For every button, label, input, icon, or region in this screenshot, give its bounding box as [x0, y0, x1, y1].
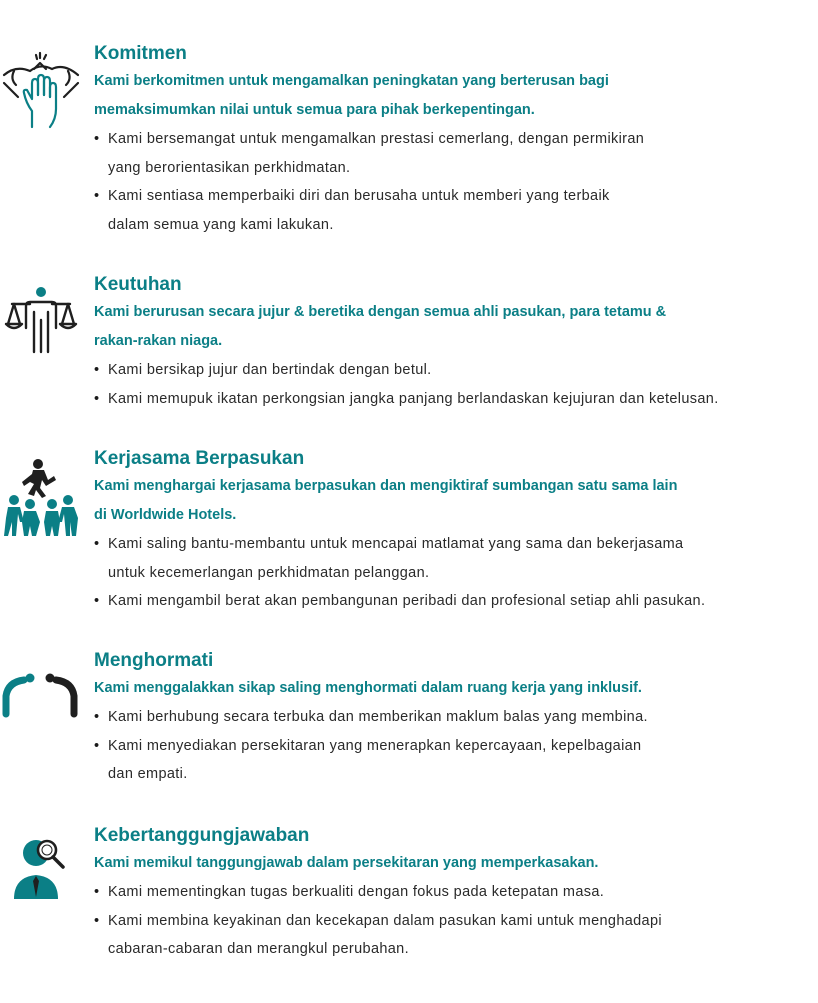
bowing-respect-icon: [0, 656, 82, 738]
bullet-list: [94, 125, 818, 239]
scales-integrity-icon: [0, 280, 82, 362]
section-subtitle: Kami berurusan secara jujur & beretika dengan semua ahli pasukan, para tetamu & rakan-rakan niaga.: [94, 304, 667, 349]
section-subtitle: Kami memikul tanggungjawab dalam persekitaran yang memperkasakan.: [94, 855, 599, 871]
bullet-item: • Kami berhubung secara terbuka dan memberikan maklum balas yang membina.: [94, 703, 818, 732]
section-content: [94, 823, 818, 964]
bullet-item: • Kami memupuk ikatan perkongsian jangka panjang berlandaskan kejujuran dan ketelusan.: [94, 385, 818, 414]
hands-commitment-icon: [0, 49, 82, 131]
bullet-item: • Kami mementingkan tugas berkualiti dengan fokus pada ketepatan masa.: [94, 878, 818, 907]
bullet-item: • Kami sentiasa memperbaiki diri dan berusaha untuk memberi yang terbaik dalam semua yang kami lakukan.: [94, 182, 818, 239]
section-subtitle: Kami menggalakkan sikap saling menghormati dalam ruang kerja yang inklusif.: [94, 680, 642, 696]
section-subtitle: Kami menghargai kerjasama berpasukan dan mengiktiraf sumbangan satu sama lain di Worldwide Hotels.: [94, 478, 678, 523]
section-subtitle: Kami berkomitmen untuk mengamalkan peningkatan yang berterusan bagi memaksimumkan nilai untuk semua para pihak berkepentingan.: [94, 73, 609, 118]
section-content: [94, 446, 818, 616]
bullet-item: • Kami bersikap jujur dan bertindak dengan betul.: [94, 356, 818, 385]
section-content: [94, 648, 818, 789]
section-title: Komitmen: [94, 43, 187, 64]
teamwork-people-icon: [0, 456, 82, 538]
bullet-item: • Kami menyediakan persekitaran yang menerapkan kepercayaan, kepelbagaian dan empati.: [94, 732, 818, 789]
bullet-item: • Kami membina keyakinan dan kecekapan dalam pasukan kami untuk menghadapi cabaran-cabaran dan merangkul perubahan.: [94, 907, 818, 964]
section-title: Keutuhan: [94, 274, 182, 295]
bullet-list: [94, 530, 818, 616]
bullet-list: [94, 703, 818, 789]
bullet-list: [94, 878, 818, 964]
bullet-item: • Kami mengambil berat akan pembangunan peribadi dan profesional setiap ahli pasukan.: [94, 587, 818, 616]
bullet-item: • Kami bersemangat untuk mengamalkan prestasi cemerlang, dengan permikiran yang berorientasikan perkhidmatan.: [94, 125, 818, 182]
bullet-item: • Kami saling bantu-membantu untuk mencapai matlamat yang sama dan bekerjasama untuk kecemerlangan perkhidmatan pelanggan.: [94, 530, 818, 587]
businessman-magnifier-icon: [0, 833, 82, 915]
section-content: [94, 41, 818, 239]
section-title: Kebertanggungjawaban: [94, 825, 310, 846]
section-title: Kerjasama Berpasukan: [94, 448, 305, 469]
section-content: [94, 272, 818, 413]
section-title: Menghormati: [94, 650, 214, 671]
bullet-list: [94, 356, 818, 413]
